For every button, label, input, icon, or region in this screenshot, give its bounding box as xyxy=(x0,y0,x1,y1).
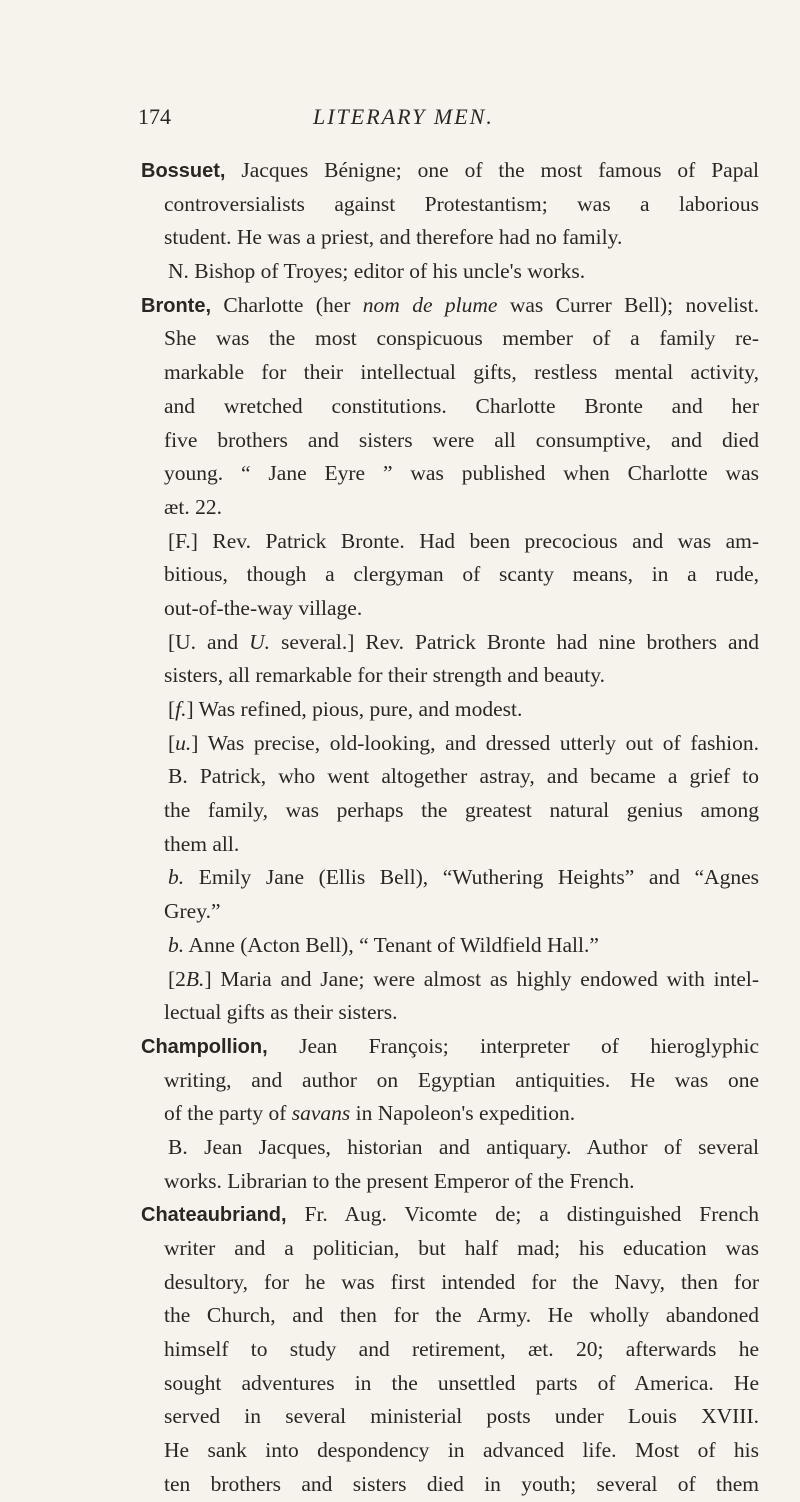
line-text: the Church, and then for the Army. He wholly abandoned xyxy=(164,1303,759,1328)
text-line xyxy=(0,1434,759,1468)
entry-headword: Champollion, xyxy=(141,1035,268,1058)
text-line xyxy=(0,895,759,929)
text-line xyxy=(0,1097,759,1131)
text-line xyxy=(0,525,759,559)
text-line xyxy=(0,760,759,794)
line-text: ten brothers and sisters died in youth; several of them xyxy=(164,1471,759,1496)
text-line xyxy=(0,457,759,491)
text-line xyxy=(0,390,759,424)
italic-text: b. xyxy=(168,932,185,957)
line-text: lectual gifts as their sisters. xyxy=(164,1000,398,1025)
line-text: desultory, for he was first intended for the Navy, then for xyxy=(164,1269,759,1294)
entry-headword: Bronte, xyxy=(141,294,211,317)
entry-headword: Chateaubriand, xyxy=(141,1204,287,1227)
italic-text: u. xyxy=(175,730,192,755)
line-text: student. He was a priest, and therefore had no family. xyxy=(164,225,623,250)
line-text: writer and a politician, but half mad; his education was xyxy=(164,1236,759,1260)
line-text: sought adventures in the unsettled parts of America. He xyxy=(164,1370,759,1395)
line-text: Anne (Acton Bell), “ Tenant of Wildfield Hall.” xyxy=(184,932,599,957)
italic-text: savans xyxy=(291,1101,351,1126)
text-line xyxy=(0,322,759,356)
line-text: Emily Jane (Ellis Bell), “Wuthering Heights” and “Agnes xyxy=(184,865,759,890)
text-line xyxy=(0,1064,759,1098)
line-text: Grey.” xyxy=(164,899,221,924)
line-text: ] Was refined, pious, pure, and modest. xyxy=(186,697,523,721)
line-text: sisters, all remarkable for their strength and beauty. xyxy=(164,663,605,688)
line-text: in Napoleon's expedition. xyxy=(350,1101,576,1126)
text-line xyxy=(0,1131,759,1165)
line-text: [ xyxy=(168,697,176,721)
text-line xyxy=(0,794,759,828)
line-text: æt. 22. xyxy=(164,494,222,519)
line-text: works. Librarian to the present Emperor of the French. xyxy=(164,1168,635,1193)
text-line xyxy=(0,356,759,390)
text-line xyxy=(0,963,759,997)
text-line xyxy=(0,1232,759,1266)
text-line xyxy=(0,424,759,458)
line-text: served in several ministerial posts under Louis XVIII. xyxy=(164,1404,759,1429)
page-body xyxy=(0,154,800,1502)
italic-text: nom de plume xyxy=(362,292,498,317)
text-line xyxy=(0,727,759,761)
text-line xyxy=(0,1266,759,1300)
text-line xyxy=(0,1165,759,1199)
text-line xyxy=(0,1400,759,1434)
line-text: [U. and xyxy=(168,629,250,654)
line-text: She was the most conspicuous member of a family re- xyxy=(164,326,759,351)
line-text: N. Bishop of Troyes; editor of his uncle's works. xyxy=(168,259,586,284)
line-text: was Currer Bell); novelist. xyxy=(497,292,759,317)
text-line xyxy=(0,828,759,862)
line-text: out-of-the-way village. xyxy=(164,595,363,620)
page-header xyxy=(138,104,758,138)
italic-text: f. xyxy=(175,697,187,721)
text-line xyxy=(0,659,759,693)
entry-champollion xyxy=(0,1030,800,1198)
line-text: bitious, though a clergyman of scanty means, in a rude, xyxy=(164,562,759,587)
text-line xyxy=(0,1367,759,1401)
text-line xyxy=(0,558,759,592)
entry-bossuet xyxy=(0,154,800,289)
text-line xyxy=(0,996,759,1030)
line-text: five brothers and sisters were all consumptive, and died xyxy=(164,427,759,452)
line-text: B. Jean Jacques, historian and antiquary. Author of several xyxy=(168,1134,759,1159)
running-title: LITERARY MEN. xyxy=(313,104,494,129)
text-line xyxy=(0,1333,759,1367)
text-line xyxy=(0,1299,759,1333)
line-text: young. “ Jane Eyre ” was published when Charlotte was xyxy=(164,461,759,486)
text-line xyxy=(0,1030,759,1064)
line-text: B. Patrick, who went altogether astray, and became a grief to xyxy=(168,764,759,789)
text-line xyxy=(0,861,759,895)
italic-text: U. xyxy=(249,629,271,654)
text-line xyxy=(0,221,759,255)
line-text: [ xyxy=(168,730,176,755)
entry-headword: Bossuet, xyxy=(141,160,226,182)
entry-chateaubriand xyxy=(0,1198,800,1501)
line-text: the family, was perhaps the greatest natural genius among xyxy=(164,798,759,823)
line-text: ] Was precise, old-looking, and dressed utterly out of fashion. xyxy=(191,730,759,755)
line-text: writing, and author on Egyptian antiquities. He was one xyxy=(164,1067,759,1092)
line-text: [F.] Rev. Patrick Bronte. Had been precocious and was am- xyxy=(168,528,759,553)
line-text: Jean François; interpreter of hieroglyphic xyxy=(267,1033,759,1058)
line-text: himself to study and retirement, æt. 20; afterwards he xyxy=(164,1337,759,1362)
line-text: Charlotte (her xyxy=(211,292,363,317)
text-line xyxy=(0,1468,759,1502)
text-line xyxy=(0,929,759,963)
line-text: He sank into despondency in advanced life. Most of his xyxy=(164,1438,759,1463)
text-line xyxy=(0,592,759,626)
italic-text: B. xyxy=(185,966,205,991)
text-line xyxy=(0,693,759,727)
line-text: Jacques Bénigne; one of the most famous of Papal xyxy=(225,158,759,182)
italic-text: b. xyxy=(168,865,185,890)
text-line xyxy=(0,626,759,660)
text-line xyxy=(0,1198,759,1232)
line-text: [2 xyxy=(168,966,186,991)
text-line xyxy=(0,289,759,323)
text-line xyxy=(0,255,759,289)
line-text: them all. xyxy=(164,831,240,856)
line-text: ] Maria and Jane; were almost as highly endowed with intel- xyxy=(204,966,759,991)
line-text: controversialists against Protestantism; was a laborious xyxy=(164,191,759,216)
line-text: Fr. Aug. Vicomte de; a distinguished French xyxy=(286,1202,759,1227)
line-text: several.] Rev. Patrick Bronte had nine brothers and xyxy=(270,629,759,654)
text-line xyxy=(0,154,759,188)
text-line xyxy=(0,188,759,222)
entry-bronte xyxy=(0,289,800,1030)
page-number: 174 xyxy=(138,104,171,129)
line-text: markable for their intellectual gifts, restless mental activity, xyxy=(164,360,759,385)
line-text: of the party of xyxy=(164,1101,292,1126)
text-line xyxy=(0,491,759,525)
line-text: and wretched constitutions. Charlotte Bronte and her xyxy=(164,393,759,418)
